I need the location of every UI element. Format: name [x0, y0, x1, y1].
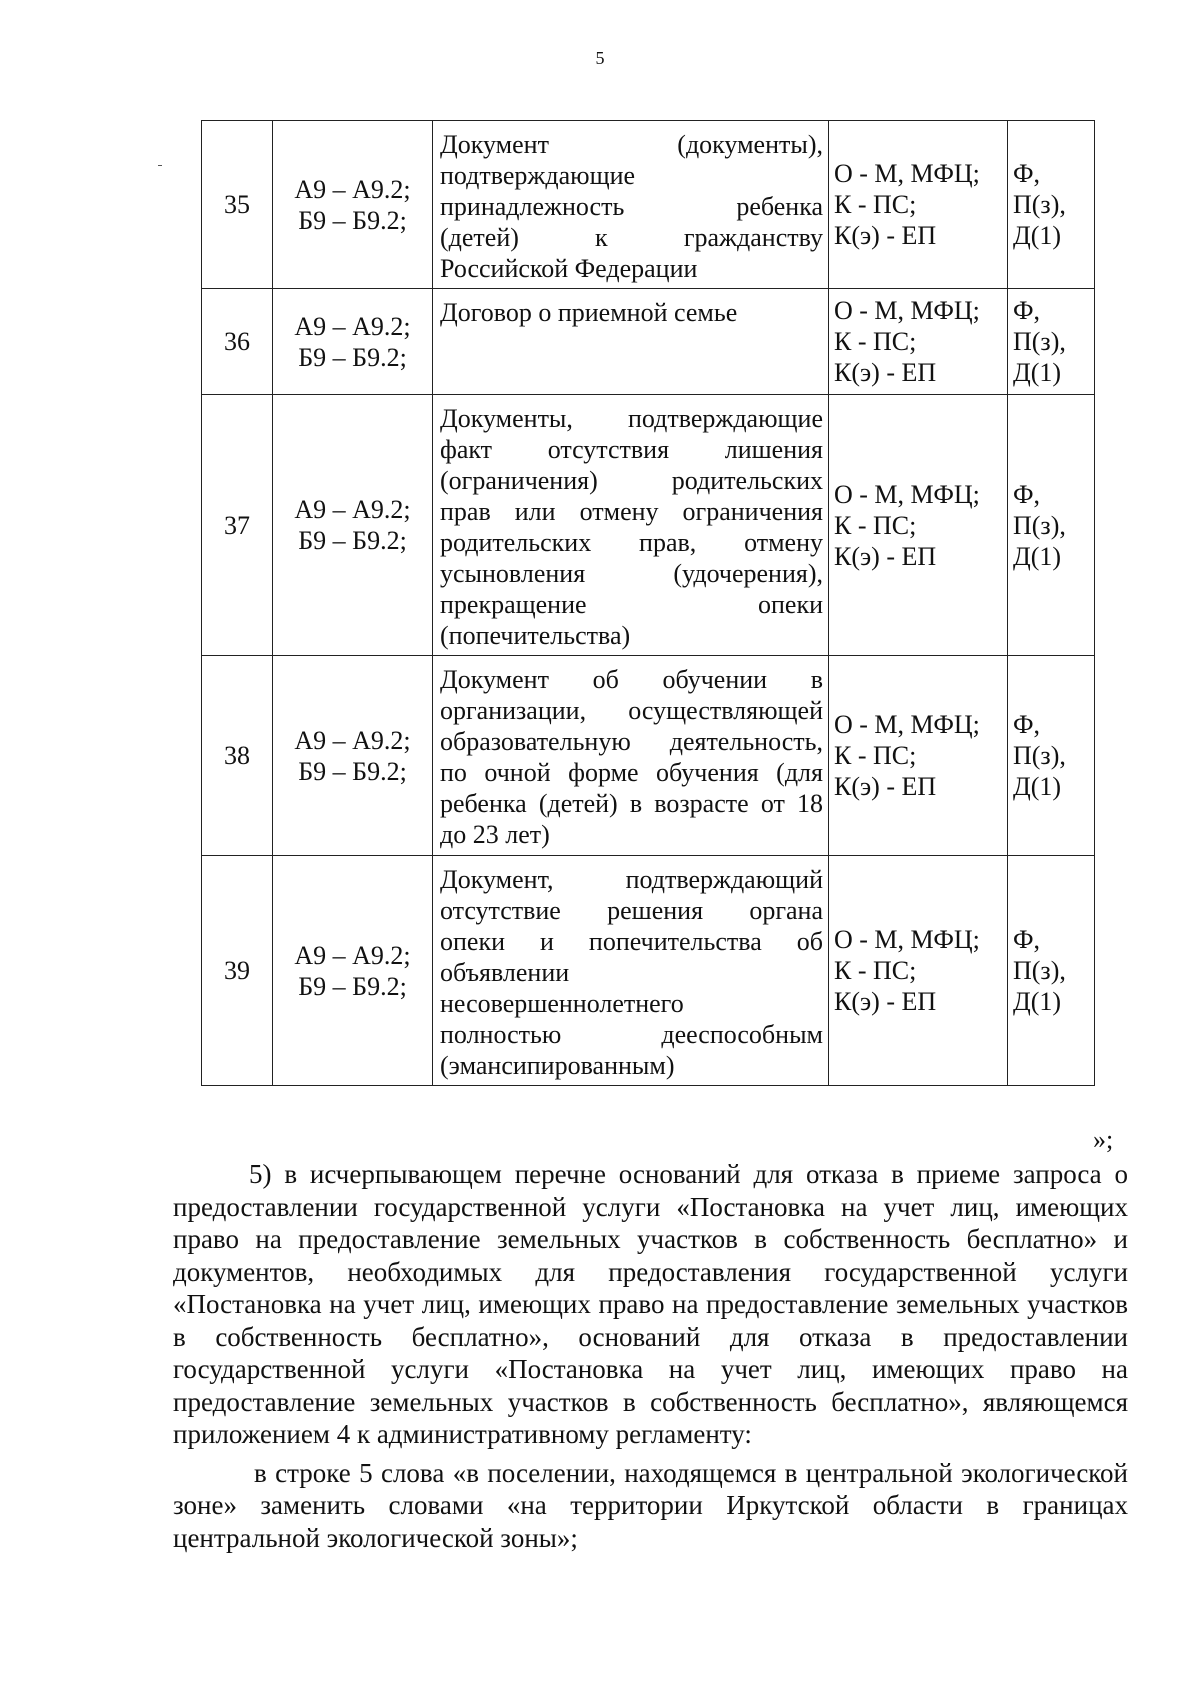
description-cell-line: (попечительства) [440, 621, 631, 650]
row-number-cell: 35 [202, 121, 273, 289]
submission-method-cell-line: К(э) - ЕП [834, 358, 937, 387]
submission-method-cell-line: К(э) - ЕП [834, 987, 937, 1016]
submission-method-cell [829, 656, 1008, 856]
description-cell-line: (эмансипированным) [440, 1051, 675, 1080]
code-cell [273, 121, 433, 289]
code-cell-line: А9 – А9.2; [294, 725, 411, 755]
document-form-cell-line: П(з), [1013, 327, 1066, 356]
description-cell-line: прекращение опеки [440, 590, 823, 619]
document-form-cell-line: Ф, [1013, 710, 1041, 739]
description-cell-line: Документы, подтверждающие [440, 404, 823, 433]
submission-method-cell-line: К - ПС; [834, 327, 917, 356]
document-form-cell-line: Ф, [1013, 479, 1041, 509]
table-row [202, 656, 1095, 856]
submission-method-cell-line: К - ПС; [834, 956, 917, 985]
submission-method-cell [829, 856, 1008, 1086]
description-cell-line: принадлежность ребенка [440, 192, 823, 221]
description-cell-line: образовательную деятельность, [440, 727, 823, 756]
row-number-cell: 39 [202, 856, 273, 1086]
submission-method-cell-line: К(э) - ЕП [834, 541, 937, 571]
code-cell [273, 856, 433, 1086]
table-row [202, 856, 1095, 1086]
document-form-cell [1008, 395, 1095, 656]
description-cell-line: усыновления (удочерения), [440, 559, 823, 588]
description-cell-line: Документ об обучении в [440, 665, 823, 694]
description-cell-line: Российской Федерации [440, 254, 698, 283]
code-cell-line: Б9 – Б9.2; [298, 756, 407, 786]
code-cell [273, 289, 433, 395]
description-cell [433, 856, 829, 1086]
table-row [202, 395, 1095, 656]
description-cell-line: организации, осуществляющей [440, 696, 823, 725]
row-number-cell: 37 [202, 395, 273, 656]
body-text [173, 1158, 1128, 1560]
code-cell-line: Б9 – Б9.2; [298, 342, 407, 372]
document-form-cell-line: Ф, [1013, 296, 1041, 325]
document-form-cell-line: Д(1) [1013, 772, 1062, 801]
code-cell [273, 395, 433, 656]
submission-method-cell [829, 395, 1008, 656]
submission-method-cell-line: О - М, МФЦ; [834, 159, 980, 188]
description-cell [433, 656, 829, 856]
document-form-cell-line: Ф, [1013, 159, 1041, 188]
submission-method-cell-line: К - ПС; [834, 510, 917, 540]
document-form-cell-line: Д(1) [1013, 541, 1062, 571]
code-cell-line: А9 – А9.2; [294, 174, 411, 204]
document-form-cell [1008, 856, 1095, 1086]
code-cell-line: Б9 – Б9.2; [298, 205, 407, 235]
submission-method-cell-line: К - ПС; [834, 190, 917, 219]
code-cell-line: А9 – А9.2; [294, 495, 411, 524]
description-cell-line: объявлении [440, 958, 570, 987]
description-cell-line: подтверждающие [440, 161, 636, 190]
row-number-cell: 38 [202, 656, 273, 856]
description-cell-line: ребенка (детей) в возрасте от 18 [440, 789, 823, 818]
description-cell-line: Документ, подтверждающий [440, 865, 823, 894]
code-cell-line: А9 – А9.2; [294, 940, 411, 970]
code-cell-line: Б9 – Б9.2; [298, 971, 407, 1001]
submission-method-cell-line: О - М, МФЦ; [834, 479, 980, 509]
document-form-cell [1008, 656, 1095, 856]
description-cell-line: родительских прав, отмену [440, 528, 823, 557]
submission-method-cell-line: К - ПС; [834, 741, 917, 770]
document-form-cell-line: П(з), [1013, 956, 1066, 985]
description-cell-line: факт отсутствия лишения [440, 435, 823, 464]
table-body [202, 121, 1095, 1086]
row-number-cell: 36 [202, 289, 273, 395]
document-form-cell-line: П(з), [1013, 510, 1066, 540]
description-cell-line: (детей) к гражданству [440, 223, 823, 252]
code-cell-line: А9 – А9.2; [294, 311, 411, 341]
description-cell-line: (ограничения) родительских [440, 466, 823, 495]
description-cell-line: отсутствие решения органа [440, 896, 823, 925]
document-form-cell-line: П(з), [1013, 190, 1066, 219]
document-form-cell-line: Д(1) [1013, 221, 1062, 250]
table-closing-quote: »; [1093, 1125, 1114, 1154]
submission-method-cell [829, 121, 1008, 289]
description-cell-line: Договор о приемной семье [440, 298, 738, 327]
document-form-cell [1008, 121, 1095, 289]
submission-method-cell-line: О - М, МФЦ; [834, 710, 980, 739]
description-cell [433, 395, 829, 656]
description-cell [433, 121, 829, 289]
description-cell-line: полностью дееспособным [440, 1020, 823, 1049]
scan-artifact [158, 165, 162, 166]
description-cell-line: Документ (документы), [440, 130, 823, 159]
description-cell-line: по очной форме обучения (для [440, 758, 823, 787]
paragraph-amendment-5: 5) в исчерпывающем перечне оснований для отказа в приеме запроса о предоставлении государственной услуги «Постановка на учет лиц, имеющих право на предоставление земельных участков в собственность бесплатно» и документов, необходимых для предоставления государственной услуги «Постановка на учет лиц, имеющих право на предоставление земельных участков в собственность бесплатно», оснований для отказа в предоставлении государственной услуги «Постановка на учет лиц, имеющих право на предоставление земельных участков в собственность бесплатно», являющемся приложением 4 к административному регламенту: [173, 1159, 1128, 1449]
document-form-cell-line: Д(1) [1013, 358, 1062, 387]
documents-table [201, 120, 1095, 1086]
description-cell [433, 289, 829, 395]
description-cell-line: опеки и попечительства об [440, 927, 823, 956]
table-row [202, 121, 1095, 289]
submission-method-cell-line: К(э) - ЕП [834, 221, 937, 250]
document-form-cell-line: Д(1) [1013, 987, 1062, 1016]
document-form-cell-line: П(з), [1013, 741, 1066, 770]
paragraph-row-5-change: в строке 5 слова «в поселении, находящемся в центральной экологической зоне» заменить словами «на территории Иркутской области в границах центральной экологической зоны»; [173, 1457, 1128, 1553]
document-form-cell-line: Ф, [1013, 925, 1041, 954]
submission-method-cell [829, 289, 1008, 395]
description-cell-line: до 23 лет) [440, 820, 550, 849]
submission-method-cell-line: О - М, МФЦ; [834, 925, 980, 954]
submission-method-cell-line: К(э) - ЕП [834, 772, 937, 801]
table-row [202, 289, 1095, 395]
description-cell-line: несовершеннолетнего [440, 989, 684, 1018]
code-cell [273, 656, 433, 856]
document-form-cell [1008, 289, 1095, 395]
submission-method-cell-line: О - М, МФЦ; [834, 296, 980, 325]
page-number: 5 [595, 48, 605, 68]
code-cell-line: Б9 – Б9.2; [298, 526, 407, 555]
description-cell-line: прав или отмену ограничения [440, 497, 823, 526]
